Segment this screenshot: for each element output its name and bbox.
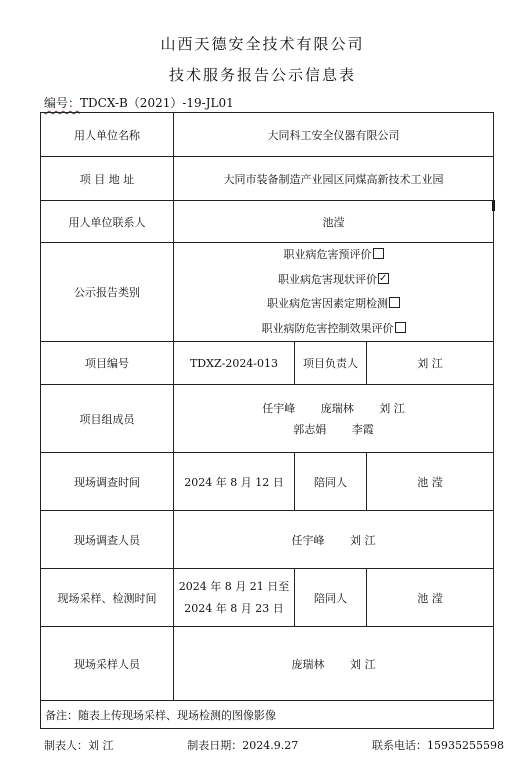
footer-date: 制表日期：2024.9.27: [187, 739, 299, 752]
survey-time-label: 现场调查时间: [41, 453, 174, 511]
row-survey-time: [41, 453, 494, 511]
client-value: 大同科工安全仪器有限公司: [174, 113, 494, 157]
row-address: [41, 157, 494, 201]
staff-member: 任宇峰: [291, 533, 325, 547]
team-member: 李霞: [351, 422, 374, 436]
checkbox-checked-icon[interactable]: [378, 273, 389, 284]
row-sampling-time: [41, 569, 494, 627]
sampling-time-end: 2024 年 8 月 23 日: [184, 601, 284, 615]
report-option: [178, 292, 489, 317]
sampling-staff-label: 现场采样人员: [41, 627, 174, 701]
survey-escort-value: 池 滢: [367, 453, 494, 511]
contact-value: 池滢: [174, 201, 494, 243]
report-option: [178, 317, 489, 342]
team-label: 项目组成员: [41, 385, 174, 453]
team-member: 庞瑞林: [320, 401, 354, 415]
row-note: [41, 701, 494, 729]
row-client: [41, 113, 494, 157]
note-text: 备注：随表上传现场采样、现场检测的图像影像: [41, 701, 494, 729]
document-number: [44, 94, 234, 111]
sampling-escort-label: 陪同人: [295, 569, 367, 627]
report-option-label: 职业病危害现状评价: [278, 272, 377, 286]
footer-phone: 联系电话：15935255598: [372, 739, 504, 752]
sampling-time-value: [174, 569, 295, 627]
project-lead-value: 刘 江: [367, 342, 494, 385]
client-label: 用人单位名称: [41, 113, 174, 157]
document-number-label: 编号：: [44, 96, 81, 110]
staff-member: 庞瑞林: [291, 657, 325, 671]
checkbox-icon[interactable]: [389, 297, 400, 308]
footer: [44, 737, 504, 753]
row-report-type: [41, 243, 494, 342]
sampling-staff-value: [174, 627, 494, 701]
team-member: 刘 江: [379, 401, 405, 415]
project-no-label: 项目编号: [41, 342, 174, 385]
staff-member: 刘 江: [350, 533, 376, 547]
survey-escort-label: 陪同人: [295, 453, 367, 511]
team-members: [174, 385, 494, 453]
info-table: [40, 112, 494, 729]
address-value: 大同市装备制造产业园区同煤高新技术工业园: [174, 157, 494, 201]
company-name: 山西天德安全技术有限公司: [160, 35, 365, 53]
report-type-label: 公示报告类别: [41, 243, 174, 342]
team-member: 任宇峰: [262, 401, 296, 415]
report-option-label: 职业病防危害控制效果评价: [261, 321, 394, 335]
form-title: 技术服务报告公示信息表: [168, 66, 356, 84]
project-lead-label: 项目负责人: [295, 342, 367, 385]
document-number-value: TDCX-B（2021）-19-JL01: [80, 96, 234, 110]
footer-maker: 制表人：刘 江: [44, 739, 114, 752]
sampling-escort-value: 池 滢: [367, 569, 494, 627]
survey-staff-label: 现场调查人员: [41, 511, 174, 569]
report-option: [178, 268, 489, 293]
checkbox-icon[interactable]: [373, 248, 384, 259]
checkbox-icon[interactable]: [395, 322, 406, 333]
row-sampling-staff: [41, 627, 494, 701]
report-type-options: [174, 243, 494, 342]
address-label: 项 目 地 址: [41, 157, 174, 201]
row-survey-staff: [41, 511, 494, 569]
row-team: [41, 385, 494, 453]
report-option-label: 职业病危害预评价: [283, 248, 372, 261]
contact-label: 用人单位联系人: [41, 201, 174, 243]
team-line-2: [178, 419, 489, 440]
survey-staff-value: [174, 511, 494, 569]
report-option-label: 职业病危害因素定期检测: [267, 297, 388, 310]
row-contact: [41, 201, 494, 243]
sampling-time-start: 2024 年 8 月 21 日至: [178, 579, 290, 593]
team-member: 郭志娟: [293, 422, 327, 436]
survey-time-value: 2024 年 8 月 12 日: [174, 453, 295, 511]
project-no-value: TDXZ-2024-013: [174, 342, 295, 385]
report-option: [178, 243, 489, 268]
sampling-time-label: 现场采样、检测时间: [41, 569, 174, 627]
team-line-1: [178, 398, 489, 419]
row-project: [41, 342, 494, 385]
staff-member: 刘 江: [350, 657, 376, 671]
